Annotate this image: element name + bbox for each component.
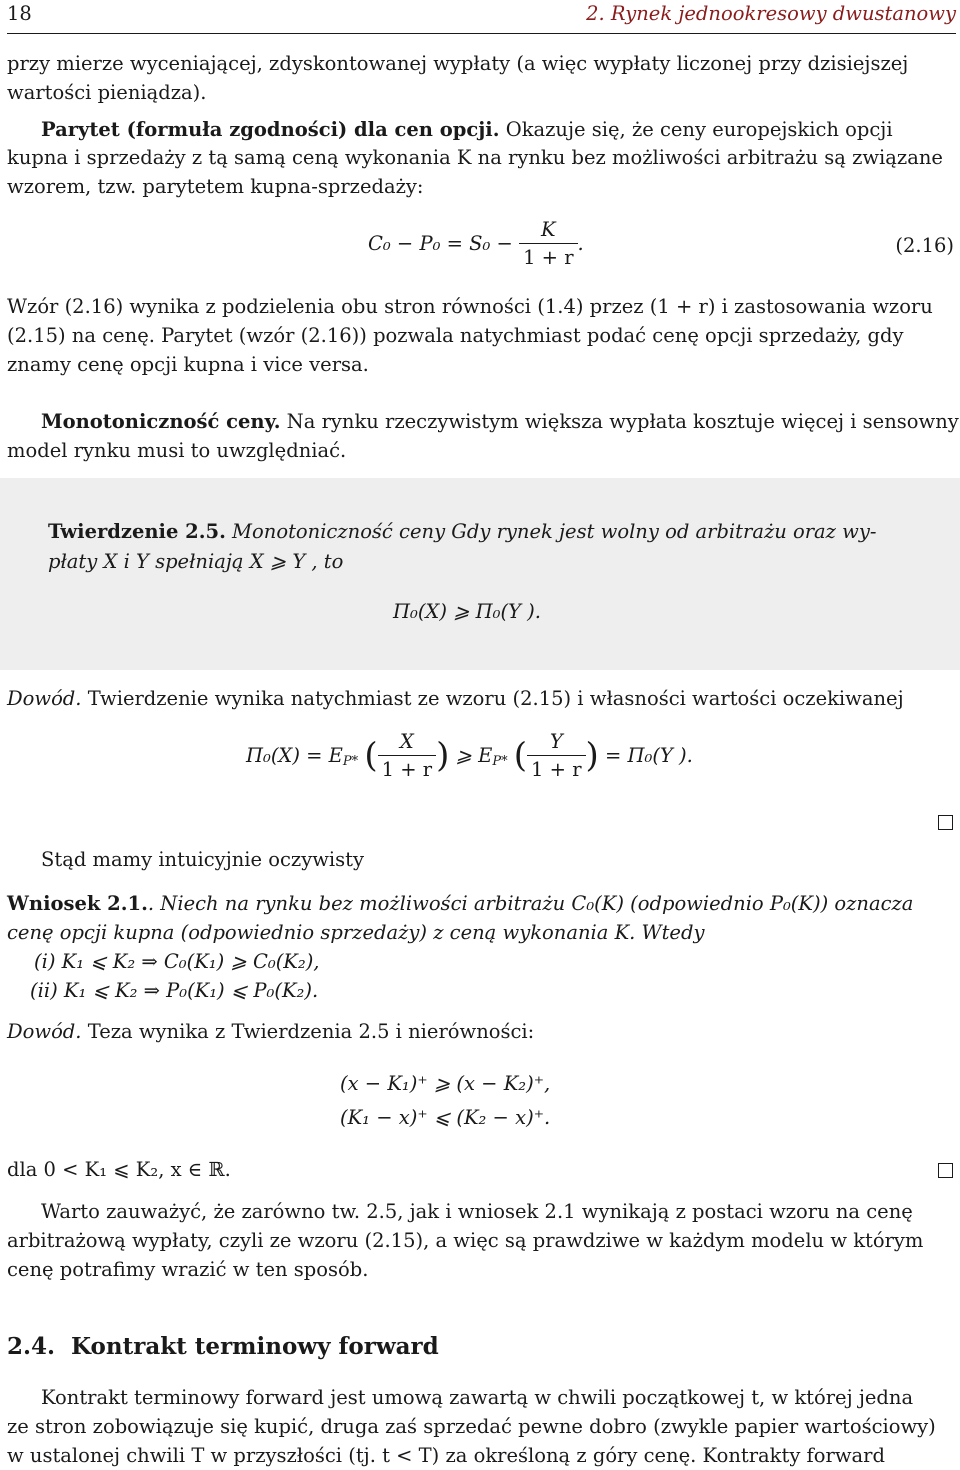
corollary-line-1 bbox=[7, 892, 913, 915]
proof2-inequality-2: (K₁ − x)⁺ ⩽ (K₂ − x)⁺. bbox=[340, 1106, 551, 1129]
den-x: 1 + r bbox=[378, 755, 436, 781]
parytet-line-1 bbox=[41, 118, 893, 141]
eq-numerator: K bbox=[541, 218, 556, 241]
intro-line-2: wartości pieniądza). bbox=[7, 81, 207, 104]
equation-number-2-16: (2.16) bbox=[895, 234, 954, 257]
theorem-line-2: płaty X i Y spełniają X ⩾ Y , to bbox=[48, 550, 344, 573]
wzor-line-2: (2.15) na cenę. Parytet (wzór (2.16)) pozwala natychmiast podać cenę opcji sprzedaży, gdy bbox=[7, 324, 904, 347]
corollary-item-1: (i) K₁ ⩽ K₂ ⇒ C₀(K₁) ⩾ C₀(K₂), bbox=[34, 950, 320, 973]
paren-open-1: ( bbox=[364, 735, 378, 776]
proof1-sub-1: P* bbox=[342, 754, 359, 769]
corollary-text: . Niech na rynku bez możliwości arbitrażu C₀(K) (odpowiednio P₀(K)) oznacza bbox=[147, 892, 914, 915]
equation-2-16 bbox=[368, 218, 584, 269]
corollary-label: Wniosek 2.1. bbox=[7, 892, 148, 915]
eq-lhs: C₀ − P₀ = S₀ − bbox=[368, 232, 513, 255]
corollary-line-2: cenę opcji kupna (odpowiednio sprzedaży) z ceną wykonania K. Wtedy bbox=[7, 921, 705, 944]
qed-square-1 bbox=[938, 815, 953, 830]
proof2-line bbox=[7, 1020, 534, 1043]
qed-square-2 bbox=[938, 1163, 953, 1178]
section-title: Kontrakt terminowy forward bbox=[71, 1333, 439, 1360]
proof1-sub-2: P* bbox=[492, 754, 508, 769]
paren-close-1: ) bbox=[436, 735, 450, 776]
proof2-text: Teza wynika z Twierdzenia 2.5 i nierówności: bbox=[81, 1020, 535, 1043]
num-y: Y bbox=[549, 730, 563, 753]
proof1-line bbox=[7, 687, 904, 710]
eq-denominator: 1 + r bbox=[519, 243, 577, 269]
mono-heading: Monotoniczność ceny. bbox=[41, 410, 281, 433]
theorem-label: Twierdzenie 2.5. bbox=[48, 520, 226, 543]
proof1-formula bbox=[246, 730, 693, 781]
theorem-text: Monotoniczność ceny Gdy rynek jest wolny od arbitrażu oraz wy- bbox=[225, 520, 877, 543]
num-x: X bbox=[399, 730, 414, 753]
section-heading bbox=[7, 1333, 439, 1360]
parytet-text: Okazuje się, że ceny europejskich opcji bbox=[499, 118, 893, 141]
section-number: 2.4. bbox=[7, 1333, 56, 1360]
eq-fraction bbox=[519, 218, 577, 269]
header-rule bbox=[7, 33, 956, 34]
parytet-heading: Parytet (formuła zgodności) dla cen opcji. bbox=[41, 118, 500, 141]
fraction-x bbox=[378, 730, 436, 781]
parytet-line-3: wzorem, tzw. parytetem kupna-sprzedaży: bbox=[7, 175, 424, 198]
mono-text: Na rynku rzeczywistym większa wypłata kosztuje więcej i sensowny bbox=[280, 410, 959, 433]
forward-line-3: w ustalonej chwili T w przyszłości (tj. t < T) za określoną z góry cenę. Kontrakty forward bbox=[7, 1444, 885, 1467]
fraction-y bbox=[527, 730, 585, 781]
proof2-label: Dowód. bbox=[7, 1020, 82, 1043]
mono-line-2: model rynku musi to uwzględniać. bbox=[7, 439, 347, 462]
corollary-item-2: (ii) K₁ ⩽ K₂ ⇒ P₀(K₁) ⩽ P₀(K₂). bbox=[30, 979, 319, 1002]
paren-open-2: ( bbox=[513, 735, 528, 776]
proof2-condition: dla 0 < K₁ ⩽ K₂, x ∈ ℝ. bbox=[7, 1158, 231, 1181]
intro-line-1: przy mierze wyceniającej, zdyskontowanej wypłaty (a więc wypłaty liczonej przy dzisiejszej bbox=[7, 52, 909, 75]
parytet-line-2: kupna i sprzedaży z tą samą ceną wykonania K na rynku bez możliwości arbitrażu są związane bbox=[7, 146, 943, 169]
proof1-label: Dowód. bbox=[7, 687, 82, 710]
eq-tail: . bbox=[577, 232, 584, 255]
paren-close-2: ) bbox=[585, 735, 599, 776]
proof1-text: Twierdzenie wynika natychmiast ze wzoru (2.15) i własności wartości oczekiwanej bbox=[81, 687, 904, 710]
theorem-box bbox=[0, 478, 960, 670]
running-title: 2. Rynek jednookresowy dwustanowy bbox=[586, 2, 956, 25]
wzor-line-3: znamy cenę opcji kupna i vice versa. bbox=[7, 353, 369, 376]
warto-line-3: cenę potrafimy wrazić w ten sposób. bbox=[7, 1258, 369, 1281]
forward-line-2: ze stron zobowiązuje się kupić, druga zaś sprzedać pewne dobro (zwykle papier wartościowy) bbox=[7, 1415, 936, 1438]
proof2-inequality-1: (x − K₁)⁺ ⩾ (x − K₂)⁺, bbox=[340, 1072, 551, 1095]
proof1-formula-right: = Π₀(Y ). bbox=[604, 744, 693, 767]
proof1-formula-left: Π₀(X) = E bbox=[246, 744, 343, 767]
mono-line-1 bbox=[41, 410, 959, 433]
theorem-line-1 bbox=[48, 520, 876, 543]
forward-line-1: Kontrakt terminowy forward jest umową zawartą w chwili początkowej t, w której jedna bbox=[41, 1386, 914, 1409]
proof1-after: Stąd mamy intuicyjnie oczywisty bbox=[41, 848, 365, 871]
den-y: 1 + r bbox=[527, 755, 585, 781]
warto-line-2: arbitrażową wypłaty, czyli ze wzoru (2.15), a więc są prawdziwe w każdym modelu w którym bbox=[7, 1229, 924, 1252]
wzor-line-1: Wzór (2.16) wynika z podzielenia obu stron równości (1.4) przez (1 + r) i zastosowania wzoru bbox=[7, 295, 933, 318]
warto-line-1: Warto zauważyć, że zarówno tw. 2.5, jak i wniosek 2.1 wynikają z postaci wzoru na cenę bbox=[41, 1200, 913, 1223]
theorem-formula: Π₀(X) ⩾ Π₀(Y ). bbox=[393, 600, 541, 623]
proof1-mid: ⩾ E bbox=[455, 744, 493, 767]
page-number: 18 bbox=[7, 2, 32, 25]
